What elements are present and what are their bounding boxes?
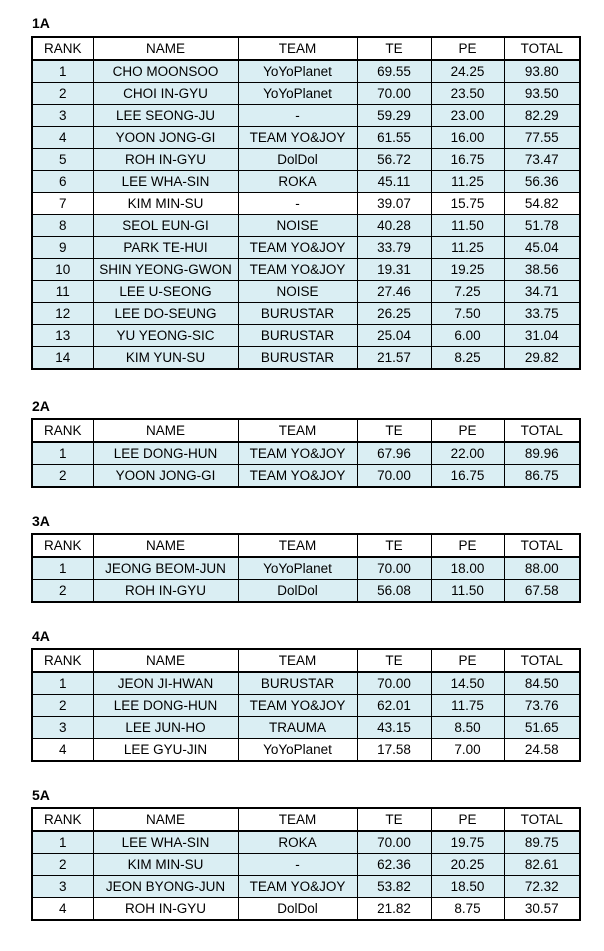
rank-cell: 7 xyxy=(32,193,93,215)
header-total: TOTAL xyxy=(504,37,580,60)
name-cell: JEONG BEOM-JUN xyxy=(93,557,238,580)
rank-cell: 8 xyxy=(32,215,93,237)
total-cell: 33.75 xyxy=(504,303,580,325)
header-row xyxy=(32,534,580,557)
pe-cell: 11.50 xyxy=(431,580,504,603)
header-total: TOTAL xyxy=(504,419,580,442)
total-cell: 45.04 xyxy=(504,237,580,259)
te-cell: 45.11 xyxy=(357,171,431,193)
table-row xyxy=(32,237,580,259)
header-rank: RANK xyxy=(32,534,93,557)
rank-cell: 3 xyxy=(32,717,93,739)
total-cell: 29.82 xyxy=(504,347,580,370)
results-table xyxy=(31,648,581,762)
team-cell: YoYoPlanet xyxy=(238,60,357,83)
pe-cell: 19.25 xyxy=(431,259,504,281)
total-cell: 73.76 xyxy=(504,695,580,717)
section-title: 4A xyxy=(32,628,50,644)
results-table xyxy=(31,418,581,488)
pe-cell: 6.00 xyxy=(431,325,504,347)
table-row xyxy=(32,672,580,695)
total-cell: 93.80 xyxy=(504,60,580,83)
rank-cell: 14 xyxy=(32,347,93,370)
table-row xyxy=(32,193,580,215)
name-cell: SHIN YEONG-GWON xyxy=(93,259,238,281)
table-row xyxy=(32,557,580,580)
pe-cell: 8.25 xyxy=(431,347,504,370)
name-cell: LEE WHA-SIN xyxy=(93,831,238,854)
team-cell: NOISE xyxy=(238,281,357,303)
section-title: 1A xyxy=(32,15,50,31)
te-cell: 70.00 xyxy=(357,557,431,580)
name-cell: YU YEONG-SIC xyxy=(93,325,238,347)
team-cell: TEAM YO&JOY xyxy=(238,442,357,465)
name-cell: YOON JONG-GI xyxy=(93,127,238,149)
name-cell: LEE SEONG-JU xyxy=(93,105,238,127)
section-title: 5A xyxy=(32,787,50,803)
team-cell: ROKA xyxy=(238,171,357,193)
table-row xyxy=(32,171,580,193)
table-row xyxy=(32,347,580,370)
table-row xyxy=(32,717,580,739)
results-table xyxy=(31,36,581,370)
rank-cell: 4 xyxy=(32,127,93,149)
rank-cell: 9 xyxy=(32,237,93,259)
header-name: NAME xyxy=(93,419,238,442)
te-cell: 33.79 xyxy=(357,237,431,259)
te-cell: 70.00 xyxy=(357,831,431,854)
pe-cell: 24.25 xyxy=(431,60,504,83)
team-cell: BURUSTAR xyxy=(238,347,357,370)
header-team: TEAM xyxy=(238,808,357,831)
table-row xyxy=(32,739,580,762)
header-row xyxy=(32,419,580,442)
section-title: 3A xyxy=(32,513,50,529)
total-cell: 67.58 xyxy=(504,580,580,603)
pe-cell: 16.00 xyxy=(431,127,504,149)
name-cell: JEON JI-HWAN xyxy=(93,672,238,695)
name-cell: KIM MIN-SU xyxy=(93,193,238,215)
table-row xyxy=(32,854,580,876)
total-cell: 56.36 xyxy=(504,171,580,193)
pe-cell: 7.50 xyxy=(431,303,504,325)
te-cell: 21.82 xyxy=(357,898,431,921)
rank-cell: 12 xyxy=(32,303,93,325)
team-cell: - xyxy=(238,105,357,127)
total-cell: 73.47 xyxy=(504,149,580,171)
te-cell: 56.72 xyxy=(357,149,431,171)
team-cell: YoYoPlanet xyxy=(238,739,357,762)
te-cell: 70.00 xyxy=(357,672,431,695)
pe-cell: 11.25 xyxy=(431,237,504,259)
team-cell: NOISE xyxy=(238,215,357,237)
team-cell: ROKA xyxy=(238,831,357,854)
name-cell: KIM YUN-SU xyxy=(93,347,238,370)
table-row xyxy=(32,60,580,83)
pe-cell: 14.50 xyxy=(431,672,504,695)
total-cell: 82.61 xyxy=(504,854,580,876)
rank-cell: 1 xyxy=(32,557,93,580)
total-cell: 34.71 xyxy=(504,281,580,303)
total-cell: 72.32 xyxy=(504,876,580,898)
header-pe: PE xyxy=(431,808,504,831)
header-row xyxy=(32,808,580,831)
total-cell: 51.65 xyxy=(504,717,580,739)
pe-cell: 20.25 xyxy=(431,854,504,876)
team-cell: - xyxy=(238,193,357,215)
pe-cell: 16.75 xyxy=(431,465,504,488)
total-cell: 54.82 xyxy=(504,193,580,215)
name-cell: LEE JUN-HO xyxy=(93,717,238,739)
te-cell: 69.55 xyxy=(357,60,431,83)
table-row xyxy=(32,580,580,603)
header-pe: PE xyxy=(431,534,504,557)
table-row xyxy=(32,898,580,921)
header-team: TEAM xyxy=(238,419,357,442)
pe-cell: 8.75 xyxy=(431,898,504,921)
team-cell: TEAM YO&JOY xyxy=(238,465,357,488)
pe-cell: 23.50 xyxy=(431,83,504,105)
team-cell: BURUSTAR xyxy=(238,672,357,695)
te-cell: 70.00 xyxy=(357,465,431,488)
te-cell: 27.46 xyxy=(357,281,431,303)
te-cell: 56.08 xyxy=(357,580,431,603)
header-total: TOTAL xyxy=(504,534,580,557)
rank-cell: 13 xyxy=(32,325,93,347)
total-cell: 51.78 xyxy=(504,215,580,237)
rank-cell: 1 xyxy=(32,60,93,83)
name-cell: LEE U-SEONG xyxy=(93,281,238,303)
te-cell: 39.07 xyxy=(357,193,431,215)
total-cell: 77.55 xyxy=(504,127,580,149)
table-row xyxy=(32,465,580,488)
rank-cell: 3 xyxy=(32,105,93,127)
rank-cell: 3 xyxy=(32,876,93,898)
team-cell: YoYoPlanet xyxy=(238,557,357,580)
header-pe: PE xyxy=(431,419,504,442)
te-cell: 19.31 xyxy=(357,259,431,281)
team-cell: TEAM YO&JOY xyxy=(238,127,357,149)
rank-cell: 1 xyxy=(32,831,93,854)
name-cell: CHO MOONSOO xyxy=(93,60,238,83)
header-name: NAME xyxy=(93,534,238,557)
table-row xyxy=(32,215,580,237)
header-name: NAME xyxy=(93,808,238,831)
header-row xyxy=(32,649,580,672)
table-row xyxy=(32,695,580,717)
te-cell: 40.28 xyxy=(357,215,431,237)
team-cell: YoYoPlanet xyxy=(238,83,357,105)
header-team: TEAM xyxy=(238,649,357,672)
name-cell: LEE DONG-HUN xyxy=(93,442,238,465)
name-cell: ROH IN-GYU xyxy=(93,149,238,171)
table-row xyxy=(32,127,580,149)
te-cell: 70.00 xyxy=(357,83,431,105)
te-cell: 62.01 xyxy=(357,695,431,717)
team-cell: TEAM YO&JOY xyxy=(238,237,357,259)
rank-cell: 1 xyxy=(32,442,93,465)
te-cell: 43.15 xyxy=(357,717,431,739)
name-cell: LEE GYU-JIN xyxy=(93,739,238,762)
rank-cell: 4 xyxy=(32,739,93,762)
name-cell: LEE WHA-SIN xyxy=(93,171,238,193)
pe-cell: 19.75 xyxy=(431,831,504,854)
pe-cell: 11.75 xyxy=(431,695,504,717)
total-cell: 84.50 xyxy=(504,672,580,695)
pe-cell: 11.50 xyxy=(431,215,504,237)
table-row xyxy=(32,281,580,303)
name-cell: ROH IN-GYU xyxy=(93,898,238,921)
table-row xyxy=(32,325,580,347)
pe-cell: 22.00 xyxy=(431,442,504,465)
name-cell: LEE DONG-HUN xyxy=(93,695,238,717)
pe-cell: 8.50 xyxy=(431,717,504,739)
rank-cell: 2 xyxy=(32,83,93,105)
name-cell: CHOI IN-GYU xyxy=(93,83,238,105)
table-row xyxy=(32,83,580,105)
team-cell: TEAM YO&JOY xyxy=(238,876,357,898)
te-cell: 61.55 xyxy=(357,127,431,149)
section-title: 2A xyxy=(32,398,50,414)
team-cell: BURUSTAR xyxy=(238,325,357,347)
table-row xyxy=(32,442,580,465)
header-team: TEAM xyxy=(238,37,357,60)
name-cell: ROH IN-GYU xyxy=(93,580,238,603)
te-cell: 26.25 xyxy=(357,303,431,325)
header-name: NAME xyxy=(93,649,238,672)
rank-cell: 6 xyxy=(32,171,93,193)
header-te: TE xyxy=(357,419,431,442)
team-cell: DolDol xyxy=(238,898,357,921)
pe-cell: 16.75 xyxy=(431,149,504,171)
te-cell: 53.82 xyxy=(357,876,431,898)
rank-cell: 1 xyxy=(32,672,93,695)
name-cell: LEE DO-SEUNG xyxy=(93,303,238,325)
table-row xyxy=(32,831,580,854)
table-row xyxy=(32,303,580,325)
header-te: TE xyxy=(357,808,431,831)
total-cell: 24.58 xyxy=(504,739,580,762)
team-cell: DolDol xyxy=(238,149,357,171)
table-row xyxy=(32,149,580,171)
team-cell: TRAUMA xyxy=(238,717,357,739)
name-cell: KIM MIN-SU xyxy=(93,854,238,876)
te-cell: 62.36 xyxy=(357,854,431,876)
rank-cell: 2 xyxy=(32,854,93,876)
table-row xyxy=(32,876,580,898)
team-cell: BURUSTAR xyxy=(238,303,357,325)
rank-cell: 10 xyxy=(32,259,93,281)
pe-cell: 18.00 xyxy=(431,557,504,580)
total-cell: 93.50 xyxy=(504,83,580,105)
rank-cell: 2 xyxy=(32,695,93,717)
pe-cell: 11.25 xyxy=(431,171,504,193)
name-cell: JEON BYONG-JUN xyxy=(93,876,238,898)
pe-cell: 7.25 xyxy=(431,281,504,303)
total-cell: 30.57 xyxy=(504,898,580,921)
total-cell: 82.29 xyxy=(504,105,580,127)
pe-cell: 18.50 xyxy=(431,876,504,898)
total-cell: 31.04 xyxy=(504,325,580,347)
name-cell: SEOL EUN-GI xyxy=(93,215,238,237)
header-team: TEAM xyxy=(238,534,357,557)
pe-cell: 15.75 xyxy=(431,193,504,215)
name-cell: YOON JONG-GI xyxy=(93,465,238,488)
te-cell: 17.58 xyxy=(357,739,431,762)
header-total: TOTAL xyxy=(504,649,580,672)
table-row xyxy=(32,105,580,127)
header-name: NAME xyxy=(93,37,238,60)
rank-cell: 4 xyxy=(32,898,93,921)
header-pe: PE xyxy=(431,649,504,672)
te-cell: 21.57 xyxy=(357,347,431,370)
total-cell: 88.00 xyxy=(504,557,580,580)
team-cell: TEAM YO&JOY xyxy=(238,259,357,281)
header-te: TE xyxy=(357,37,431,60)
total-cell: 89.96 xyxy=(504,442,580,465)
header-total: TOTAL xyxy=(504,808,580,831)
header-te: TE xyxy=(357,534,431,557)
rank-cell: 11 xyxy=(32,281,93,303)
total-cell: 89.75 xyxy=(504,831,580,854)
rank-cell: 5 xyxy=(32,149,93,171)
header-rank: RANK xyxy=(32,649,93,672)
team-cell: TEAM YO&JOY xyxy=(238,695,357,717)
header-pe: PE xyxy=(431,37,504,60)
header-rank: RANK xyxy=(32,808,93,831)
pe-cell: 7.00 xyxy=(431,739,504,762)
header-te: TE xyxy=(357,649,431,672)
rank-cell: 2 xyxy=(32,580,93,603)
te-cell: 59.29 xyxy=(357,105,431,127)
header-rank: RANK xyxy=(32,419,93,442)
total-cell: 86.75 xyxy=(504,465,580,488)
name-cell: PARK TE-HUI xyxy=(93,237,238,259)
results-table xyxy=(31,533,581,603)
header-rank: RANK xyxy=(32,37,93,60)
table-row xyxy=(32,259,580,281)
header-row xyxy=(32,37,580,60)
pe-cell: 23.00 xyxy=(431,105,504,127)
te-cell: 25.04 xyxy=(357,325,431,347)
total-cell: 38.56 xyxy=(504,259,580,281)
results-table xyxy=(31,807,581,921)
te-cell: 67.96 xyxy=(357,442,431,465)
rank-cell: 2 xyxy=(32,465,93,488)
team-cell: - xyxy=(238,854,357,876)
team-cell: DolDol xyxy=(238,580,357,603)
